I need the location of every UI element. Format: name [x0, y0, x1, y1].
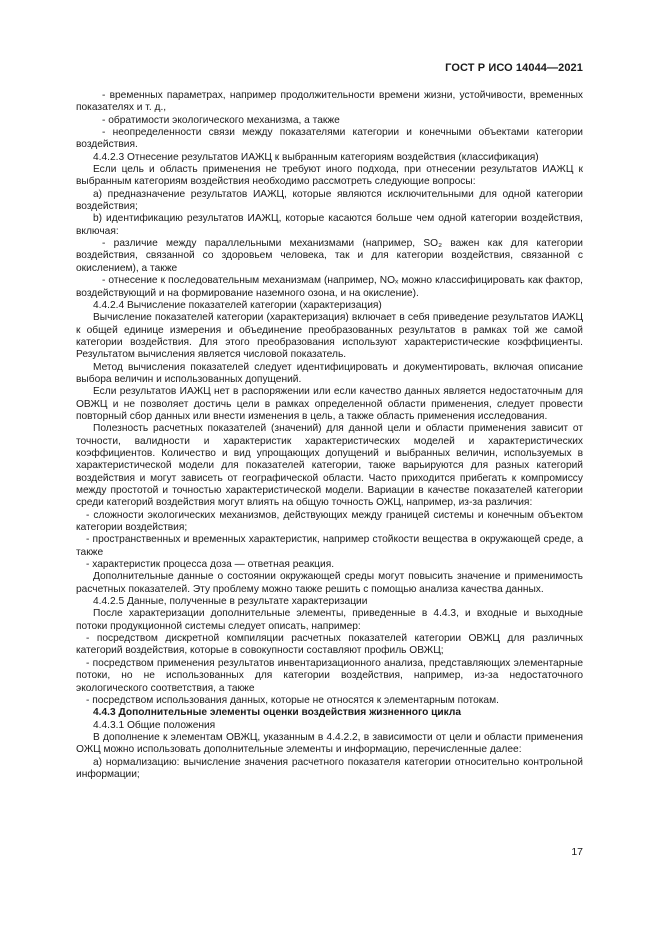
paragraph: - временных параметрах, например продолжительности времени жизни, устойчивости, временных показателях и т. д., — [76, 90, 583, 114]
document-header: ГОСТ Р ИСО 14044—2021 — [445, 62, 583, 74]
paragraph: - различие между параллельными механизмами (например, SO₂ важен как для категории воздействия, связанной со здоровьем человека, так и для категории воздействия, связанной с окислением), а также — [76, 238, 583, 274]
paragraph: a) предназначение результатов ИАЖЦ, которые являются исключительными для одной категории воздействия; — [76, 188, 583, 213]
paragraph: - посредством применения результатов инвентаризационного анализа, представляющих элементарные потоки, но не использованных для категории воздействия, например, из-за недостаточного экологического соответствия, а также — [76, 657, 583, 694]
paragraph: Дополнительные данные о состоянии окружающей среды могут повысить значение и применимость расчетных показателей. Эту проблему можно также решить с помощью анализа качества данных. — [76, 571, 583, 595]
paragraph: После характеризации дополнительные элементы, приведенные в 4.4.3, и входные и выходные потоки продукционной системы следует описать, например: — [76, 608, 583, 632]
paragraph: 4.4.3 Дополнительные элементы оценки воздействия жизненного цикла — [93, 707, 462, 719]
paragraph: 4.4.2.4 Вычисление показателей категории (характеризация) — [93, 299, 382, 311]
paragraph: - посредством использования данных, которые не относятся к элементарным потокам. — [86, 694, 499, 706]
paragraph: b) идентификацию результатов ИАЖЦ, которые касаются больше чем одной категории воздействия, включая: — [76, 213, 583, 237]
page-number: 17 — [571, 846, 583, 858]
document-body — [76, 90, 583, 781]
paragraph: - отнесение к последовательным механизмам (например, NOₓ можно классифицировать как фактор, воздействующий и на формирование наземного озона, и на окисление). — [76, 275, 583, 299]
paragraph: Метод вычисления показателей следует идентифицировать и документировать, включая описание выбора величин и использованных допущений. — [76, 361, 583, 385]
paragraph: - неопределенности связи между показателями категории и конечными объектами категории воздействия. — [76, 127, 583, 151]
paragraph: Если результатов ИАЖЦ нет в распоряжении или если качество данных является недостаточным для ОВЖЦ и не позволяет достичь цели в рамках определенной области применения, следует провести повторный сбор данных или внести изменения в цель, а также область применения исследования. — [76, 386, 583, 422]
paragraph: Если цель и область применения не требуют иного подхода, при отнесении результатов ИАЖЦ к выбранным категориям воздействия необходимо рассмотреть следующие вопросы: — [76, 164, 583, 188]
paragraph: - обратимости экологического механизма, а также — [102, 114, 340, 126]
paragraph: 4.4.2.3 Отнесение результатов ИАЖЦ к выбранным категориям воздействия (классификация) — [93, 151, 539, 163]
paragraph: 4.4.2.5 Данные, полученные в результате характеризации — [93, 596, 368, 608]
paragraph: 4.4.3.1 Общие положения — [93, 719, 216, 731]
paragraph: Вычисление показателей категории (характеризация) включает в себя приведение результатов ИАЖЦ к общей единице измерения и объединение преобразованных результатов в рамках той же самой категории воздействия. Для этого преобразования используют характеристические коэффициенты. Результатом вычисления является числовой показатель. — [76, 312, 583, 361]
paragraph: В дополнение к элементам ОВЖЦ, указанным в 4.4.2.2, в зависимости от цели и области применения ОЖЦ можно использовать дополнительные элементы и информацию, перечисленные далее: — [76, 731, 583, 756]
paragraph: a) нормализацию: вычисление значения расчетного показателя категории относительно контрольной информации; — [76, 756, 583, 780]
paragraph: - пространственных и временных характеристик, например стойкости вещества в окружающей среде, а также — [76, 534, 583, 558]
paragraph: - посредством дискретной компиляции расчетных показателей категории ОВЖЦ для различных категорий воздействия, которые в совокупности составляют профиль ОВЖЦ; — [76, 633, 583, 657]
paragraph: Полезность расчетных показателей (значений) для данной цели и области применения зависит от точности, валидности и характеристик характеристических моделей и характеристических коэффициентов. Количество и вид упрощающих допущений и выбранных величин, используемых в характеристической модели для показателей категории, также варьируются для разных категорий воздействия и могут зависеть от географической области. Часто приходится прибегать к компромиссу между простотой и точностью характеристической модели. Вариации в качестве показателей категории среди категорий воздействия могут влиять на общую точность ОЖЦ, например, из-за различия: — [76, 423, 583, 509]
paragraph: - сложности экологических механизмов, действующих между границей системы и конечным объектом категории воздействия; — [76, 509, 583, 534]
paragraph: - характеристик процесса доза — ответная реакция. — [86, 559, 335, 571]
